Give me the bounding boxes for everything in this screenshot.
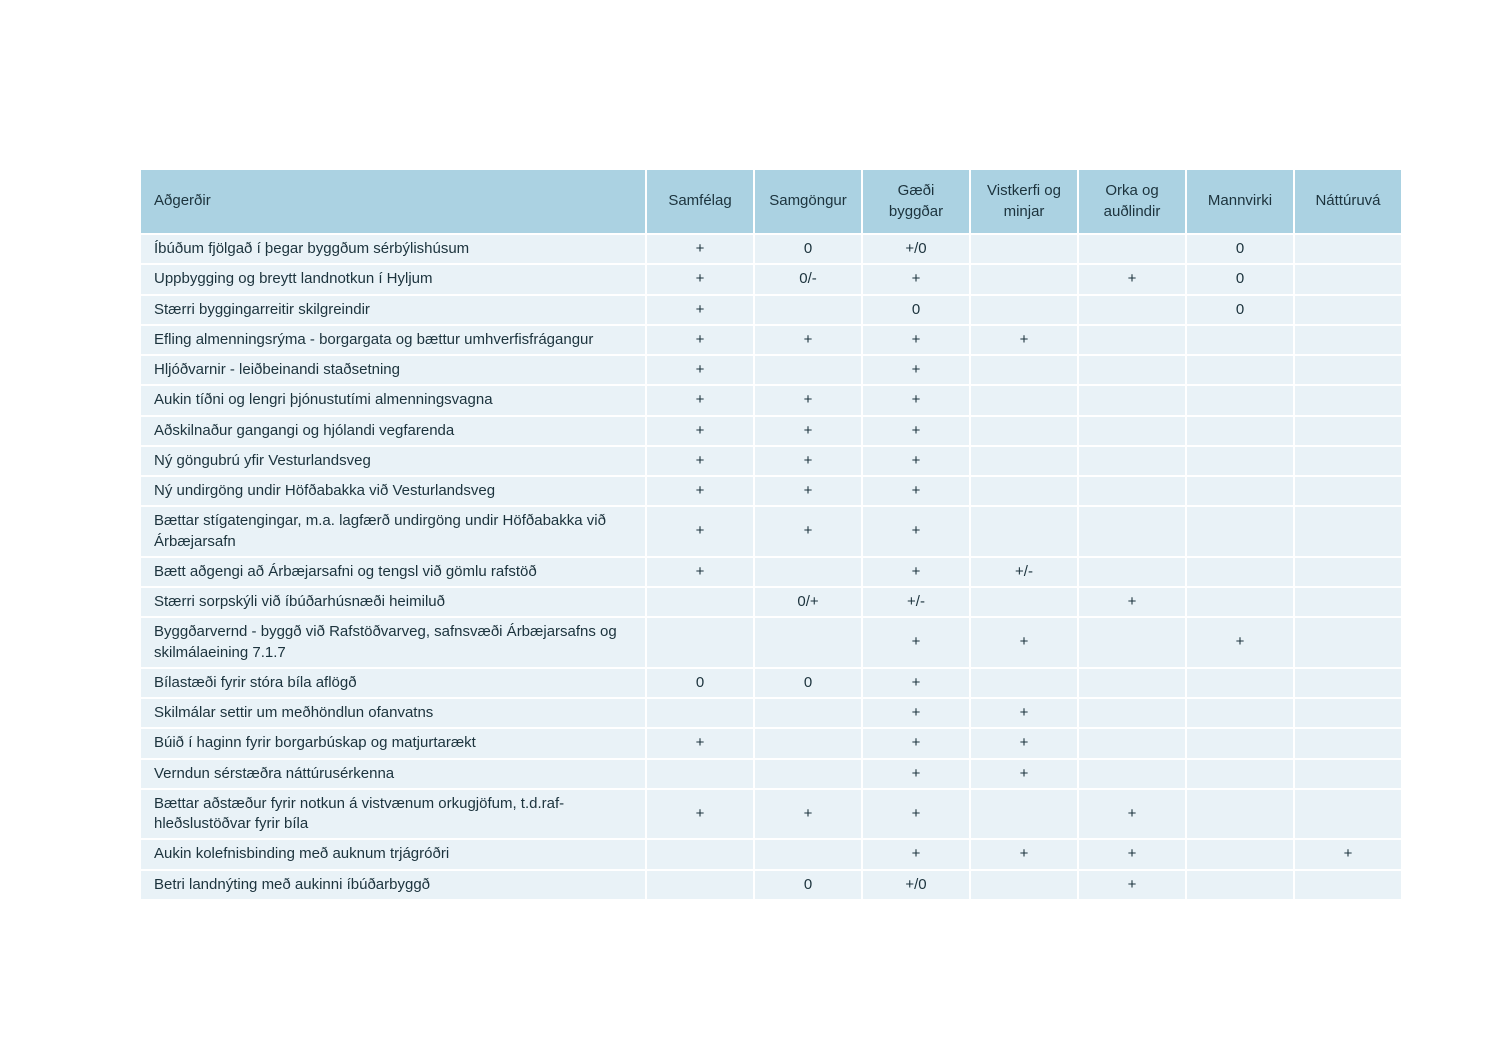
- assessment-cell: +: [863, 840, 969, 868]
- assessment-cell: +/-: [863, 588, 969, 616]
- table-row: [141, 840, 1401, 868]
- table-row: [141, 729, 1401, 757]
- action-label: Íbúðum fjölgað í þegar byggðum sérbýlishúsum: [141, 235, 645, 263]
- assessment-cell: +: [647, 507, 753, 556]
- assessment-cell: +: [863, 386, 969, 414]
- assessment-cell: [1187, 699, 1293, 727]
- action-label: Stærri byggingarreitir skilgreindir: [141, 296, 645, 324]
- action-label: Bætt aðgengi að Árbæjarsafni og tengsl við gömlu rafstöð: [141, 558, 645, 586]
- assessment-cell: [971, 235, 1077, 263]
- assessment-cell: [1187, 558, 1293, 586]
- assessment-cell: [1295, 588, 1401, 616]
- assessment-cell: +: [863, 729, 969, 757]
- action-label: Betri landnýting með aukinni íbúðarbyggð: [141, 871, 645, 899]
- assessment-cell: [1295, 729, 1401, 757]
- assessment-cell: +: [647, 477, 753, 505]
- assessment-cell: +: [863, 265, 969, 293]
- assessment-cell: 0: [755, 871, 861, 899]
- assessment-cell: [1079, 699, 1185, 727]
- assessment-cell: [1187, 760, 1293, 788]
- table-row: [141, 699, 1401, 727]
- assessment-cell: +: [863, 507, 969, 556]
- assessment-cell: [1295, 447, 1401, 475]
- action-label: Byggðarvernd - byggð við Rafstöðvarveg, safnsvæði Árbæjarsafns og skilmálaeining 7.1.7: [141, 618, 645, 667]
- table-row: [141, 558, 1401, 586]
- table-row: [141, 760, 1401, 788]
- assessment-cell: [755, 729, 861, 757]
- table-row: [141, 447, 1401, 475]
- assessment-cell: [755, 296, 861, 324]
- action-label: Aðskilnaður gangangi og hjólandi vegfarenda: [141, 417, 645, 445]
- table-row: [141, 790, 1401, 839]
- action-label: Ný undirgöng undir Höfðabakka við Vesturlandsveg: [141, 477, 645, 505]
- assessment-cell: [1079, 477, 1185, 505]
- assessment-cell: +: [971, 729, 1077, 757]
- assessment-cell: +: [755, 326, 861, 354]
- assessment-cell: [1079, 386, 1185, 414]
- assessment-cell: [971, 447, 1077, 475]
- assessment-cell: +: [1079, 588, 1185, 616]
- column-header-adgerdir: Aðgerðir: [141, 170, 645, 233]
- assessment-cell: +/-: [971, 558, 1077, 586]
- assessment-cell: +: [755, 477, 861, 505]
- assessment-cell: [1079, 618, 1185, 667]
- assessment-cell: [647, 871, 753, 899]
- assessment-cell: +: [755, 417, 861, 445]
- action-label: Búið í haginn fyrir borgarbúskap og matjurtarækt: [141, 729, 645, 757]
- assessment-cell: +: [647, 790, 753, 839]
- header-row: [141, 170, 1401, 233]
- assessment-cell: +: [971, 326, 1077, 354]
- assessment-cell: [755, 840, 861, 868]
- assessment-cell: [755, 558, 861, 586]
- assessment-cell: 0: [647, 669, 753, 697]
- assessment-cell: 0: [755, 669, 861, 697]
- assessment-cell: [1187, 729, 1293, 757]
- assessment-cell: [1295, 699, 1401, 727]
- table-row: [141, 326, 1401, 354]
- assessment-cell: [971, 386, 1077, 414]
- assessment-cell: +: [863, 326, 969, 354]
- assessment-cell: [647, 760, 753, 788]
- assessment-cell: +: [755, 386, 861, 414]
- column-header-samgongur: Samgöngur: [755, 170, 861, 233]
- assessment-cell: [1187, 447, 1293, 475]
- table-row: [141, 386, 1401, 414]
- action-label: Bílastæði fyrir stóra bíla aflögð: [141, 669, 645, 697]
- assessment-cell: [1079, 235, 1185, 263]
- assessment-cell: 0: [755, 235, 861, 263]
- assessment-cell: +: [863, 618, 969, 667]
- assessment-cell: [755, 699, 861, 727]
- assessment-cell: [1295, 558, 1401, 586]
- assessment-cell: +: [1079, 840, 1185, 868]
- table-row: [141, 356, 1401, 384]
- assessment-cell: 0: [863, 296, 969, 324]
- assessment-cell: +: [647, 417, 753, 445]
- action-label: Aukin tíðni og lengri þjónustutími almenningsvagna: [141, 386, 645, 414]
- assessment-cell: [1295, 669, 1401, 697]
- assessment-cell: [1079, 729, 1185, 757]
- assessment-cell: [1187, 386, 1293, 414]
- assessment-cell: +: [863, 699, 969, 727]
- assessment-cell: +: [863, 669, 969, 697]
- assessment-cell: [971, 871, 1077, 899]
- assessment-cell: +: [1079, 790, 1185, 839]
- assessment-cell: [647, 618, 753, 667]
- assessment-cell: [1295, 417, 1401, 445]
- assessment-cell: [1295, 265, 1401, 293]
- assessment-cell: [971, 669, 1077, 697]
- assessment-cell: +: [755, 790, 861, 839]
- assessment-cell: [971, 588, 1077, 616]
- column-header-samfelag: Samfélag: [647, 170, 753, 233]
- assessment-cell: +: [1187, 618, 1293, 667]
- assessment-cell: [1295, 235, 1401, 263]
- assessment-cell: [1295, 356, 1401, 384]
- assessment-cell: [971, 356, 1077, 384]
- assessment-cell: +: [1079, 265, 1185, 293]
- table-row: [141, 296, 1401, 324]
- table-row: [141, 417, 1401, 445]
- column-header-vistkerfi-og-minjar: Vistkerfi og minjar: [971, 170, 1077, 233]
- assessment-cell: [1295, 507, 1401, 556]
- assessment-cell: +: [1295, 840, 1401, 868]
- assessment-matrix-table: [139, 168, 1403, 901]
- assessment-cell: [755, 618, 861, 667]
- assessment-cell: [1187, 356, 1293, 384]
- assessment-cell: [1295, 386, 1401, 414]
- assessment-cell: +: [647, 558, 753, 586]
- assessment-cell: 0/-: [755, 265, 861, 293]
- action-label: Ný göngubrú yfir Vesturlandsveg: [141, 447, 645, 475]
- assessment-cell: [1079, 417, 1185, 445]
- assessment-cell: [1079, 669, 1185, 697]
- assessment-cell: [647, 840, 753, 868]
- assessment-cell: [1187, 326, 1293, 354]
- action-label: Stærri sorpskýli við íbúðarhúsnæði heimiluð: [141, 588, 645, 616]
- assessment-cell: 0/+: [755, 588, 861, 616]
- action-label: Bættar aðstæður fyrir notkun á vistvænum orkugjöfum, t.d.raf-hleðslustöðvar fyrir bíla: [141, 790, 645, 839]
- assessment-cell: [755, 356, 861, 384]
- assessment-cell: [971, 477, 1077, 505]
- table-row: [141, 871, 1401, 899]
- column-header-mannvirki: Mannvirki: [1187, 170, 1293, 233]
- assessment-cell: +: [647, 326, 753, 354]
- column-header-gaedi-byggdar: Gæði byggðar: [863, 170, 969, 233]
- assessment-cell: [1079, 507, 1185, 556]
- assessment-cell: +: [971, 618, 1077, 667]
- table-row: [141, 669, 1401, 697]
- assessment-cell: +: [647, 447, 753, 475]
- assessment-cell: [1079, 356, 1185, 384]
- assessment-cell: [971, 507, 1077, 556]
- assessment-cell: [1187, 669, 1293, 697]
- column-header-natturuva: Náttúruvá: [1295, 170, 1401, 233]
- action-label: Verndun sérstæðra náttúrusérkenna: [141, 760, 645, 788]
- assessment-cell: [1187, 790, 1293, 839]
- assessment-cell: [1187, 840, 1293, 868]
- assessment-cell: 0: [1187, 265, 1293, 293]
- assessment-cell: [1295, 871, 1401, 899]
- assessment-cell: +: [863, 477, 969, 505]
- assessment-cell: +: [755, 507, 861, 556]
- assessment-cell: [1079, 326, 1185, 354]
- assessment-cell: +/0: [863, 871, 969, 899]
- assessment-cell: [1295, 760, 1401, 788]
- assessment-cell: +: [863, 356, 969, 384]
- assessment-cell: +: [863, 790, 969, 839]
- assessment-cell: [1187, 871, 1293, 899]
- assessment-cell: +: [971, 699, 1077, 727]
- assessment-cell: +: [1079, 871, 1185, 899]
- column-header-orka-og-audlindir: Orka og auðlindir: [1079, 170, 1185, 233]
- assessment-cell: 0: [1187, 296, 1293, 324]
- assessment-cell: [1187, 477, 1293, 505]
- assessment-cell: [971, 417, 1077, 445]
- assessment-cell: +/0: [863, 235, 969, 263]
- action-label: Bættar stígatengingar, m.a. lagfærð undirgöng undir Höfðabakka við Árbæjarsafn: [141, 507, 645, 556]
- assessment-cell: +: [647, 386, 753, 414]
- action-label: Efling almenningsrýma - borgargata og bættur umhverfisfrágangur: [141, 326, 645, 354]
- assessment-cell: +: [863, 417, 969, 445]
- assessment-cell: +: [647, 729, 753, 757]
- assessment-cell: [647, 588, 753, 616]
- assessment-cell: [1295, 790, 1401, 839]
- assessment-cell: +: [863, 558, 969, 586]
- assessment-cell: [1295, 618, 1401, 667]
- assessment-cell: [647, 699, 753, 727]
- assessment-cell: +: [647, 296, 753, 324]
- assessment-cell: [1079, 296, 1185, 324]
- assessment-cell: [971, 296, 1077, 324]
- assessment-cell: +: [971, 840, 1077, 868]
- assessment-cell: [1295, 326, 1401, 354]
- assessment-cell: +: [863, 760, 969, 788]
- assessment-cell: [971, 265, 1077, 293]
- assessment-cell: [1295, 477, 1401, 505]
- assessment-cell: +: [971, 760, 1077, 788]
- assessment-cell: +: [647, 235, 753, 263]
- assessment-cell: [1187, 507, 1293, 556]
- action-label: Aukin kolefnisbinding með auknum trjágróðri: [141, 840, 645, 868]
- assessment-cell: [971, 790, 1077, 839]
- table-row: [141, 618, 1401, 667]
- table-row: [141, 588, 1401, 616]
- assessment-cell: [1079, 558, 1185, 586]
- action-label: Skilmálar settir um meðhöndlun ofanvatns: [141, 699, 645, 727]
- table-row: [141, 265, 1401, 293]
- assessment-cell: [1079, 447, 1185, 475]
- assessment-cell: [1295, 296, 1401, 324]
- assessment-cell: [755, 760, 861, 788]
- table-row: [141, 477, 1401, 505]
- table-row: [141, 507, 1401, 556]
- assessment-cell: [1187, 417, 1293, 445]
- assessment-cell: +: [647, 356, 753, 384]
- action-label: Uppbygging og breytt landnotkun í Hyljum: [141, 265, 645, 293]
- table-row: [141, 235, 1401, 263]
- assessment-cell: +: [863, 447, 969, 475]
- assessment-cell: 0: [1187, 235, 1293, 263]
- table-body: [141, 235, 1401, 899]
- assessment-cell: [1079, 760, 1185, 788]
- assessment-cell: +: [755, 447, 861, 475]
- assessment-cell: [1187, 588, 1293, 616]
- assessment-cell: +: [647, 265, 753, 293]
- action-label: Hljóðvarnir - leiðbeinandi staðsetning: [141, 356, 645, 384]
